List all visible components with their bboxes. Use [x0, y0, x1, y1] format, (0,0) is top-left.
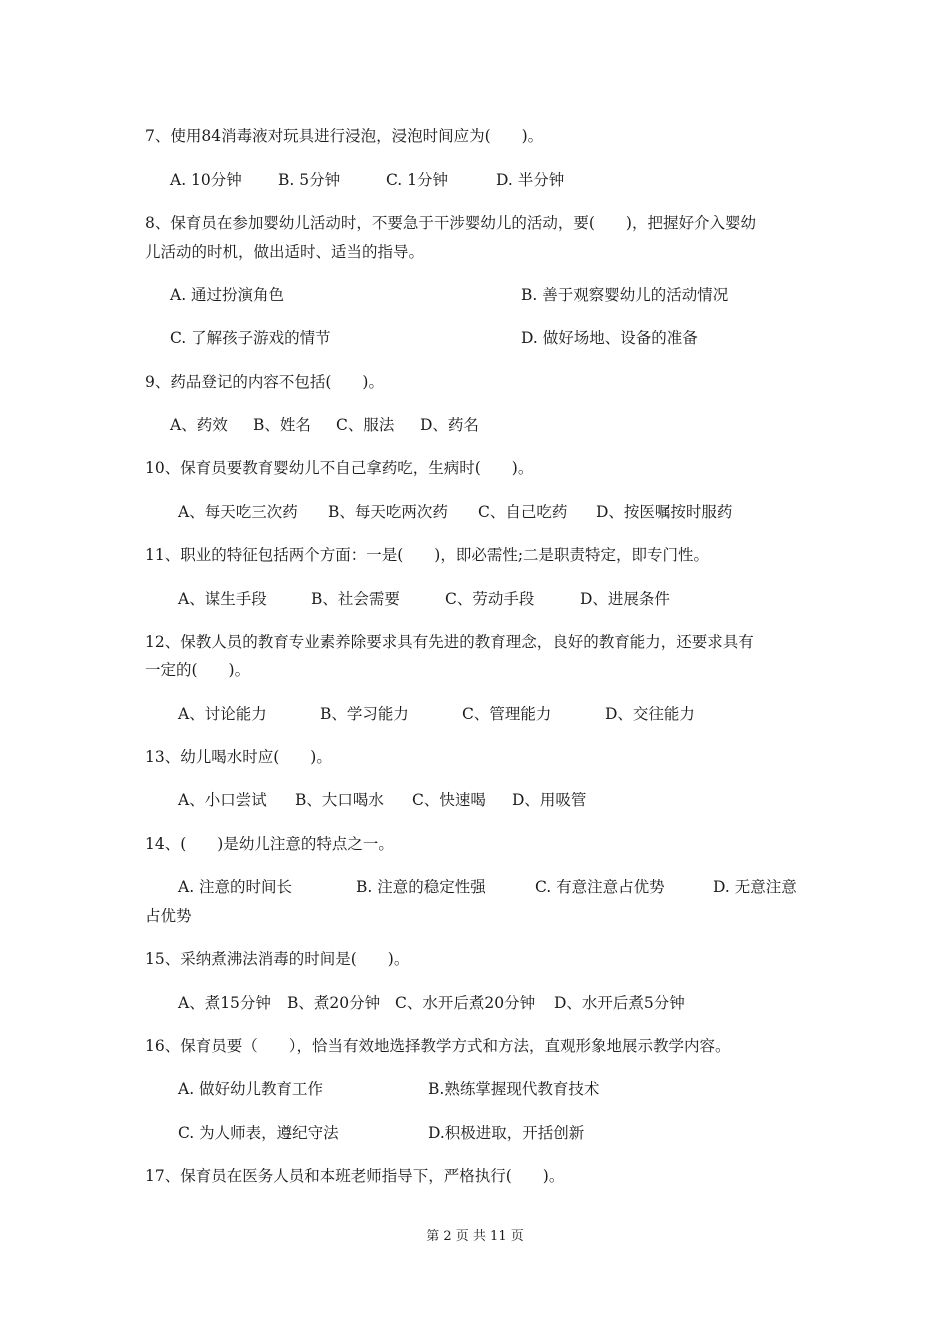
question-12-stem-continued: 一定的( )。 — [145, 661, 251, 679]
question-16-option-a: A. 做好幼儿教育工作 — [178, 1080, 324, 1098]
question-9-stem: 9、药品登记的内容不包括( )。 — [145, 373, 384, 391]
question-16-option-d: D.积极进取，开括创新 — [428, 1124, 585, 1142]
question-13-option-d: D、用吸管 — [512, 791, 587, 809]
question-17-stem: 17、保育员在医务人员和本班老师指导下，严格执行( )。 — [145, 1167, 565, 1185]
question-16-option-b: B.熟练掌握现代教育技术 — [428, 1080, 600, 1098]
question-7-option-d: D. 半分钟 — [496, 171, 565, 189]
question-14-option-d: D. 无意注意 — [713, 878, 797, 896]
question-7-option-a: A. 10分钟 — [170, 171, 242, 189]
question-8-option-c: C. 了解孩子游戏的情节 — [170, 329, 331, 347]
question-11-option-d: D、进展条件 — [580, 590, 670, 608]
question-16-stem: 16、保育员要（ ），恰当有效地选择教学方式和方法，直观形象地展示教学内容。 — [145, 1037, 731, 1055]
question-15-option-b: B、煮20分钟 — [287, 994, 381, 1012]
question-14-option-c: C. 有意注意占优势 — [535, 878, 665, 896]
question-13-option-c: C、快速喝 — [412, 791, 486, 809]
question-9-option-d: D、药名 — [420, 416, 479, 434]
question-11-option-a: A、谋生手段 — [178, 590, 267, 608]
question-7-option-b: B. 5分钟 — [278, 171, 341, 189]
question-8-stem-continued: 儿活动的时机，做出适时、适当的指导。 — [145, 243, 425, 261]
question-13-stem: 13、幼儿喝水时应( )。 — [145, 748, 332, 766]
question-12-option-d: D、交往能力 — [605, 705, 695, 723]
question-10-option-c: C、自己吃药 — [478, 503, 568, 521]
question-7-stem: 7、使用84消毒液对玩具进行浸泡，浸泡时间应为( )。 — [145, 127, 544, 145]
question-8-option-a: A. 通过扮演角色 — [170, 286, 285, 304]
question-14-option-d-continued: 占优势 — [145, 907, 192, 925]
question-10-option-d: D、按医嘱按时服药 — [596, 503, 733, 521]
question-8-option-b: B. 善于观察婴幼儿的活动情况 — [521, 286, 729, 304]
question-8-option-d: D. 做好场地、设备的准备 — [521, 329, 698, 347]
question-13-option-a: A、小口尝试 — [178, 791, 267, 809]
question-11-stem: 11、职业的特征包括两个方面：一是( )，即必需性;二是职责特定，即专门性。 — [145, 546, 710, 564]
question-7-option-c: C. 1分钟 — [386, 171, 449, 189]
question-10-option-a: A、每天吃三次药 — [178, 503, 298, 521]
question-14-option-a: A. 注意的时间长 — [178, 878, 293, 896]
question-15-option-a: A、煮15分钟 — [178, 994, 271, 1012]
question-10-option-b: B、每天吃两次药 — [328, 503, 448, 521]
question-8-stem: 8、保育员在参加婴幼儿活动时，不要急于干涉婴幼儿的活动，要( )，把握好介入婴幼 — [145, 214, 756, 232]
question-12-option-a: A、讨论能力 — [178, 705, 267, 723]
question-15-stem: 15、采纳煮沸法消毒的时间是( )。 — [145, 950, 410, 968]
question-14-option-b: B. 注意的稳定性强 — [356, 878, 486, 896]
question-11-option-c: C、劳动手段 — [445, 590, 535, 608]
page-number-footer: 第 2 页 共 11 页 — [426, 1229, 524, 1244]
question-9-option-a: A、药效 — [170, 416, 228, 434]
question-13-option-b: B、大口喝水 — [295, 791, 384, 809]
question-10-stem: 10、保育员要教育婴幼儿不自己拿药吃，生病时( )。 — [145, 459, 534, 477]
question-9-option-c: C、服法 — [336, 416, 395, 434]
question-12-option-c: C、管理能力 — [462, 705, 552, 723]
question-15-option-c: C、水开后煮20分钟 — [395, 994, 536, 1012]
question-9-option-b: B、姓名 — [253, 416, 311, 434]
question-14-stem: 14、( )是幼儿注意的特点之一。 — [145, 835, 394, 853]
question-11-option-b: B、社会需要 — [311, 590, 400, 608]
question-12-stem: 12、保教人员的教育专业素养除要求具有先进的教育理念，良好的教育能力，还要求具有 — [145, 633, 754, 651]
question-12-option-b: B、学习能力 — [320, 705, 409, 723]
question-16-option-c: C. 为人师表，遵纪守法 — [178, 1124, 339, 1142]
question-15-option-d: D、水开后煮5分钟 — [554, 994, 685, 1012]
